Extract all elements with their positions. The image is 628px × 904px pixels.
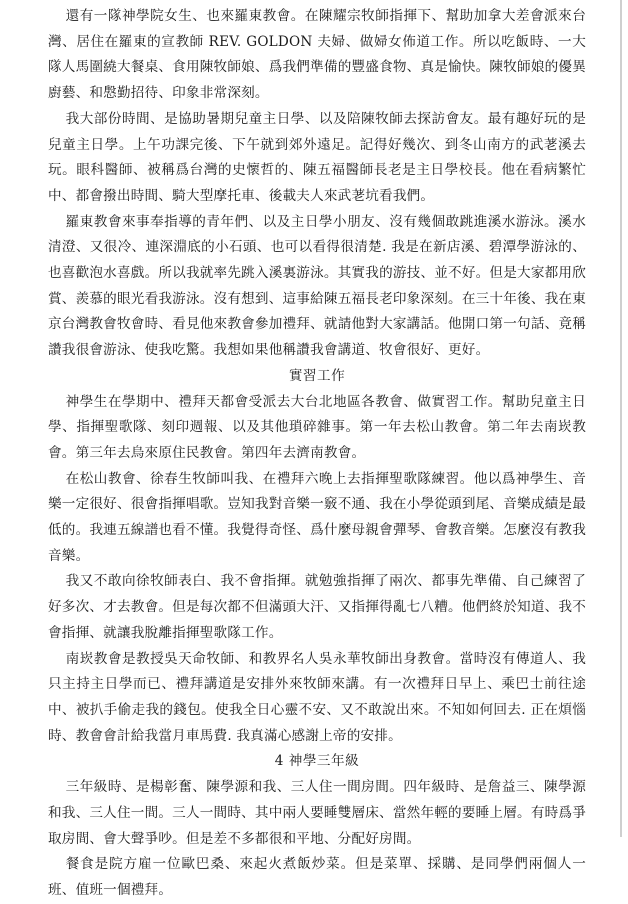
section-heading-internship: 實習工作 xyxy=(288,367,346,384)
paragraph-meals: 餐食是院方雇一位歐巴桑、來起火煮飯炒菜。但是菜單、採購、是同學們兩個人一班、值班一個禮拜。 xyxy=(48,856,586,898)
paragraph-leaving-choir: 我又不敢向徐牧師表白、我不會指揮。就勉強指揮了兩次、都事先準備、自己練習了好多次、才去教會。但是每次都不但滿頭大汗、又指揮得亂七八糟。他們終於知道、我不會指揮、就讓我脫離指揮聖歌隊工作。 xyxy=(48,573,586,641)
paragraph-church-assignments: 神學生在學期中、禮拜天都會受派去大台北地區各教會、做實習工作。幫助兒童主日學、指揮聖歌隊、刻印週報、以及其他瑣碎雜事。第一年去松山教會。第二年去南崁教會。第三年去烏來原住民教會。第四年去濟南教會。 xyxy=(48,393,586,461)
paragraph-seminary-girls: 還有一隊神學院女生、也來羅東教會。在陳耀宗牧師指揮下、幫助加拿大差會派來台灣、居住在羅東的宣教師 REV. GOLDON 夫婦、做婦女佈道工作。所以吃飯時、一大隊人馬圍繞大餐桌、食用陳牧師娘、爲我們準備的豐盛食物、真是愉快。陳牧師娘的優異廚藝、和慇勤招待、印象非常深刻。 xyxy=(48,8,586,102)
paragraph-choir-conducting: 在松山教會、徐春生牧師叫我、在禮拜六晚上去指揮聖歌隊練習。他以爲神學生、音樂一定很好、很會指揮唱歌。豈知我對音樂一竅不通、我在小學從頭到尾、音樂成績是最低的。我連五線譜也看不懂。我覺得奇怪、爲什麼母親會彈琴、會教音樂。怎麼沒有教我音樂。 xyxy=(48,470,586,564)
paragraph-sunday-school: 我大部份時間、是協助暑期兒童主日學、以及陪陳牧師去探訪會友。最有趣好玩的是兒童主日學。上午功課完後、下午就到郊外遠足。記得好幾次、到冬山南方的武荖溪去玩。眼科醫師、被稱爲台灣的史懷哲的、陳五福醫師長老是主日學校長。他在看病繁忙中、都會撥出時間、騎大型摩托車、後載夫人來武荖坑看我們。 xyxy=(48,110,586,204)
paragraph-swimming: 羅東教會來事奉指導的青年們、以及主日學小朋友、沒有幾個敢跳進溪水游泳。溪水清澄、又很冷、連深淵底的小石頭、也可以看得很清楚. 我是在新店溪、碧潭學游泳的、也喜歡泡水喜戲。所以我就率先跳入溪裏游泳。其實我的游技、並不好。但是大家都用欣賞、羨慕的眼光看我游泳。沒有想到、這事給陳五福長老印象深刻。在三十年後、我在東京台灣教會牧會時、看見他來教會參加禮拜、就請他對大家講話。他開口第一句話、竟稱讚我很會游泳、使我吃驚。我想如果他稱讚我會講道、牧會很好、更好。 xyxy=(48,213,586,359)
section-heading-third-year: 4 神學三年級 xyxy=(274,753,360,770)
paragraph-nankan-church: 南崁教會是教授吳天命牧師、和教界名人吳永華牧師出身教會。當時沒有傳道人、我只主持主日學而已、禮拜講道是安排外來牧師來講。有一次禮拜日早上、乘巴士前往途中、被扒手偷走我的錢包。使我全日心靈不安、又不敢說出來。不知如何回去. 正在煩惱時、教會會計給我當月車馬費. 我真滿心感謝上帝的安排。 xyxy=(48,650,586,744)
paragraph-dormitory: 三年級時、是楊彰奮、陳學源和我、三人住一間房間。四年級時、是詹益三、陳學源和我、三人住一間。三人一間時、其中兩人要睡雙層床、當然年輕的要睡上層。有時爲爭取房間、會大聲爭吵。但是差不多都很和平地、分配好房間。 xyxy=(48,779,586,847)
scan-edge-mark xyxy=(620,0,622,837)
